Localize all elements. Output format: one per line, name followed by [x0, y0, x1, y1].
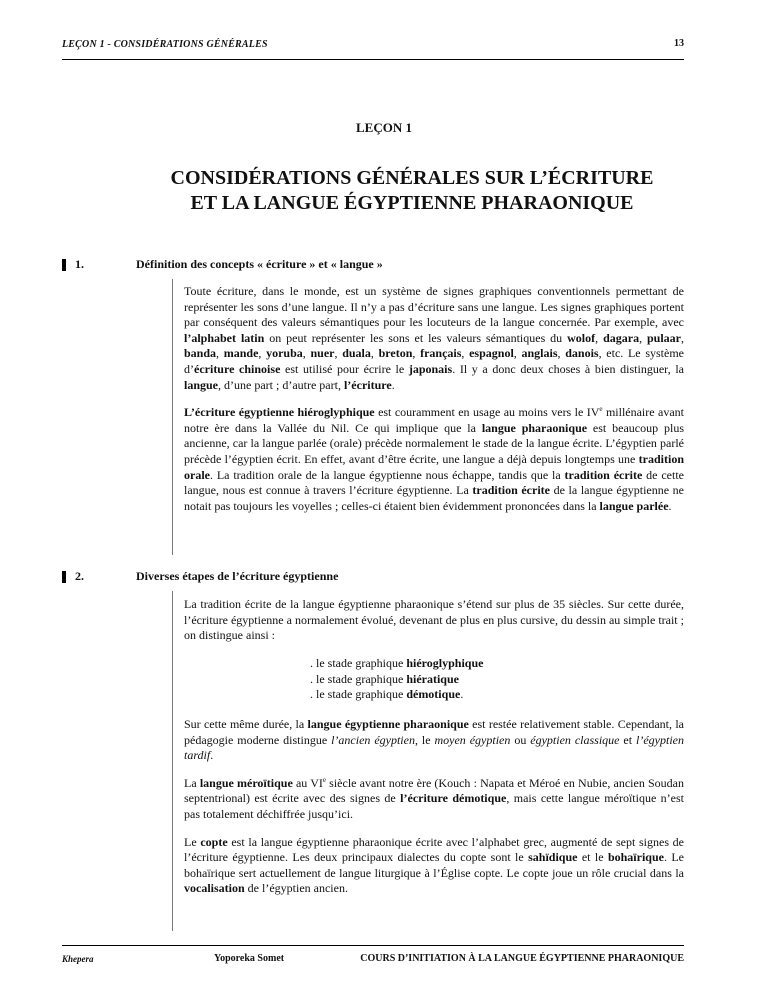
- text-run: Le: [184, 834, 201, 849]
- bold-term: pulaar: [647, 330, 682, 345]
- italic-term: égyptien classique: [530, 732, 620, 747]
- chapter-title-line-1: CONSIDÉRATIONS GÉNÉRALES SUR L’ÉCRITURE: [170, 167, 654, 189]
- bold-term: écriture chinoise: [194, 361, 281, 376]
- text-run: est utilisé pour écrire le: [280, 361, 409, 376]
- footer-publisher: Khepera: [62, 954, 94, 964]
- text-run: . Le bohaïrique sert actuellement de langue liturgique à l’Église copte. Le copte joue un rôle crucial dans la: [184, 850, 684, 880]
- section-2-intro: [184, 597, 684, 644]
- section-marker-bar: [62, 259, 66, 271]
- bold-term: langue: [184, 377, 219, 392]
- text-run: ,: [370, 346, 379, 361]
- paragraph: [184, 835, 684, 897]
- text-run: de cette langue, nous est connue à travers l’écriture égyptienne. La: [184, 467, 684, 498]
- bold-term: wolof: [567, 330, 596, 345]
- text-run: siècle avant notre ère (Kouch : Napata et Méroé en Nubie, ancien Soudan septentrional) est écrite avec des signes de: [184, 775, 685, 806]
- bold-term: français: [420, 346, 462, 361]
- text-run: et le: [577, 850, 608, 865]
- bold-term: l’écriture démotique: [400, 791, 507, 806]
- section-title: Définition des concepts « écriture » et « langue »: [136, 257, 383, 271]
- lesson-label: LEÇON 1: [356, 120, 412, 135]
- text-run: ,: [461, 346, 470, 361]
- text-run: . le stade graphique: [310, 687, 407, 702]
- bold-term: tradition écrite: [472, 483, 550, 498]
- bold-term: tradition orale: [184, 451, 684, 482]
- text-run: , le: [414, 732, 435, 747]
- bold-term: vocalisation: [184, 881, 245, 896]
- bold-term: tradition écrite: [564, 467, 643, 482]
- bold-term: langue parlée: [599, 498, 669, 513]
- text-run: ,: [595, 330, 604, 345]
- bold-term: hiéroglyphique: [406, 656, 484, 670]
- text-run: au VI: [292, 775, 323, 790]
- text-run: . le stade graphique: [310, 656, 407, 670]
- bold-term: l’écriture: [343, 377, 392, 392]
- header-rule: [62, 59, 684, 60]
- bold-term: langue méroïtique: [199, 775, 293, 790]
- bold-term: espagnol: [469, 346, 514, 361]
- text-run: est restée relativement stable. Cependant, la pédagogie moderne distingue: [184, 717, 684, 747]
- bold-term: anglais: [521, 346, 558, 361]
- list-item: [310, 656, 483, 672]
- bold-term: hiératique: [406, 671, 459, 686]
- section-number: 2.: [75, 569, 84, 583]
- text-run: ,: [557, 346, 566, 361]
- text-run: ,: [216, 346, 224, 361]
- text-run: millénaire avant notre ère dans la Vallée du Nil. Ce qui implique que la: [184, 405, 684, 435]
- text-run: , d’une part ; d’autre part,: [218, 377, 344, 392]
- section-1-body: [184, 284, 684, 514]
- text-run: ou: [510, 732, 531, 747]
- bold-term: l’alphabet latin: [184, 330, 265, 345]
- running-title: LEÇON 1 - CONSIDÉRATIONS GÉNÉRALES: [62, 39, 268, 50]
- text-run: , etc. Le système d’: [184, 346, 684, 376]
- section-2-body: [184, 717, 684, 897]
- text-run: est couramment en usage au moins vers le IV: [374, 405, 600, 420]
- bold-term: nuer: [310, 346, 335, 361]
- text-run: ,: [513, 346, 522, 361]
- text-run: La: [184, 775, 200, 790]
- italic-term: l’ancien égyptien: [331, 732, 415, 747]
- bold-term: japonais: [408, 361, 453, 376]
- text-run: La tradition écrite de la langue égyptienne pharaonique s’étend sur plus de 35 siècles. Sur cette durée, l’écriture égyptienne a normalement évolué, devenant de plus en plus cursive, du dessin au simple trait ; on distingue ainsi :: [184, 597, 684, 643]
- section-1-vertical-rule: [172, 279, 174, 555]
- paragraph: [184, 717, 684, 764]
- text-run: . La tradition orale de la langue égyptienne nous échappe, tandis que la: [210, 467, 565, 482]
- section-number: 1.: [75, 257, 84, 271]
- bold-term: langue pharaonique: [481, 420, 588, 435]
- chapter-title: [112, 166, 712, 216]
- text-run: ,: [258, 346, 267, 361]
- section-marker-bar: [62, 571, 66, 583]
- paragraph: [184, 597, 684, 644]
- text-run: Sur cette même durée, la: [184, 717, 308, 731]
- bold-term: yoruba: [266, 346, 303, 361]
- text-run: ,: [639, 330, 647, 345]
- text-run: est beaucoup plus ancienne, car la langue parlée (orale) précède normalement le stade de la langue écrite. L’égyptien parlé précède l’égyptien écrit. En effet, avant d’être écrite, une langue a déjà depuis longtemps une: [184, 420, 684, 466]
- bold-term: copte: [200, 834, 228, 849]
- text-run: .: [210, 748, 214, 763]
- paragraph: [184, 776, 684, 823]
- text-run: ,: [412, 346, 421, 361]
- bold-term: mande: [223, 346, 259, 361]
- text-run: . le stade graphique: [310, 671, 407, 686]
- bold-term: L’écriture égyptienne hiéroglyphique: [184, 405, 375, 420]
- text-run: de la langue égyptienne ne notait pas toujours les voyelles ; celles-ci étaient bien évidemment prononcées dans la: [184, 483, 685, 513]
- text-run: , mais cette langue méroïtique n’est pas totalement déchiffrée jusqu’ici.: [184, 791, 685, 821]
- chapter-title-line-2: ET LA LANGUE ÉGYPTIENNE PHARAONIQUE: [190, 192, 634, 214]
- bold-term: breton: [378, 346, 413, 361]
- text-run: et: [619, 732, 636, 747]
- section-2-vertical-rule: [172, 591, 174, 931]
- footer-author: Yoporeka Somet: [214, 953, 285, 964]
- footer-course-title: COURS D’INITIATION À LA LANGUE ÉGYPTIENNE PHARAONIQUE: [360, 953, 684, 964]
- bold-term: sahïdique: [528, 850, 578, 865]
- superscript: e: [322, 775, 326, 784]
- paragraph: [184, 405, 684, 514]
- text-run: ,: [334, 346, 343, 361]
- footer-rule: [62, 945, 684, 946]
- text-run: on peut représenter les sons et les valeurs sémantiques du: [264, 330, 568, 345]
- bold-term: bohaïrique: [607, 850, 664, 865]
- list-item: [310, 687, 483, 703]
- bold-term: démotique: [406, 687, 461, 702]
- italic-term: l’égyptien tardif: [184, 732, 684, 763]
- section-title: Diverses étapes de l’écriture égyptienne: [136, 569, 339, 583]
- text-run: . Il y a donc deux choses à bien distinguer, la: [452, 361, 684, 376]
- text-run: .: [391, 377, 395, 392]
- writing-stages-list: [310, 656, 483, 703]
- paragraph: [184, 284, 684, 393]
- bold-term: duala: [342, 346, 371, 361]
- text-run: ,: [681, 330, 685, 345]
- bold-term: banda: [184, 346, 217, 361]
- bold-term: danois: [565, 346, 599, 361]
- page-number: 13: [674, 38, 684, 49]
- text-run: de l’égyptien ancien.: [244, 881, 348, 896]
- text-run: Toute écriture, dans le monde, est un système de signes graphiques conventionnels permettant de représenter les sons d’une langue. Il n’y a pas d’écriture sans une langue. Les signes graphiques portent par conséquent des valeurs sémantiques pour les locuteurs de la langue concernée. Par exemple, avec: [184, 284, 684, 330]
- list-item: [310, 672, 483, 688]
- italic-term: moyen égyptien: [434, 732, 511, 747]
- superscript: e: [599, 405, 603, 414]
- bold-term: dagara: [603, 330, 640, 345]
- bold-term: langue égyptienne pharaonique: [307, 717, 469, 731]
- text-run: est la langue égyptienne pharaonique écrite avec l’alphabet grec, augmenté de sept signes de l’écriture égyptienne. Les deux principaux dialectes du copte sont le: [184, 834, 685, 865]
- text-run: .: [668, 498, 672, 513]
- text-run: ,: [302, 346, 311, 361]
- text-run: .: [460, 687, 464, 702]
